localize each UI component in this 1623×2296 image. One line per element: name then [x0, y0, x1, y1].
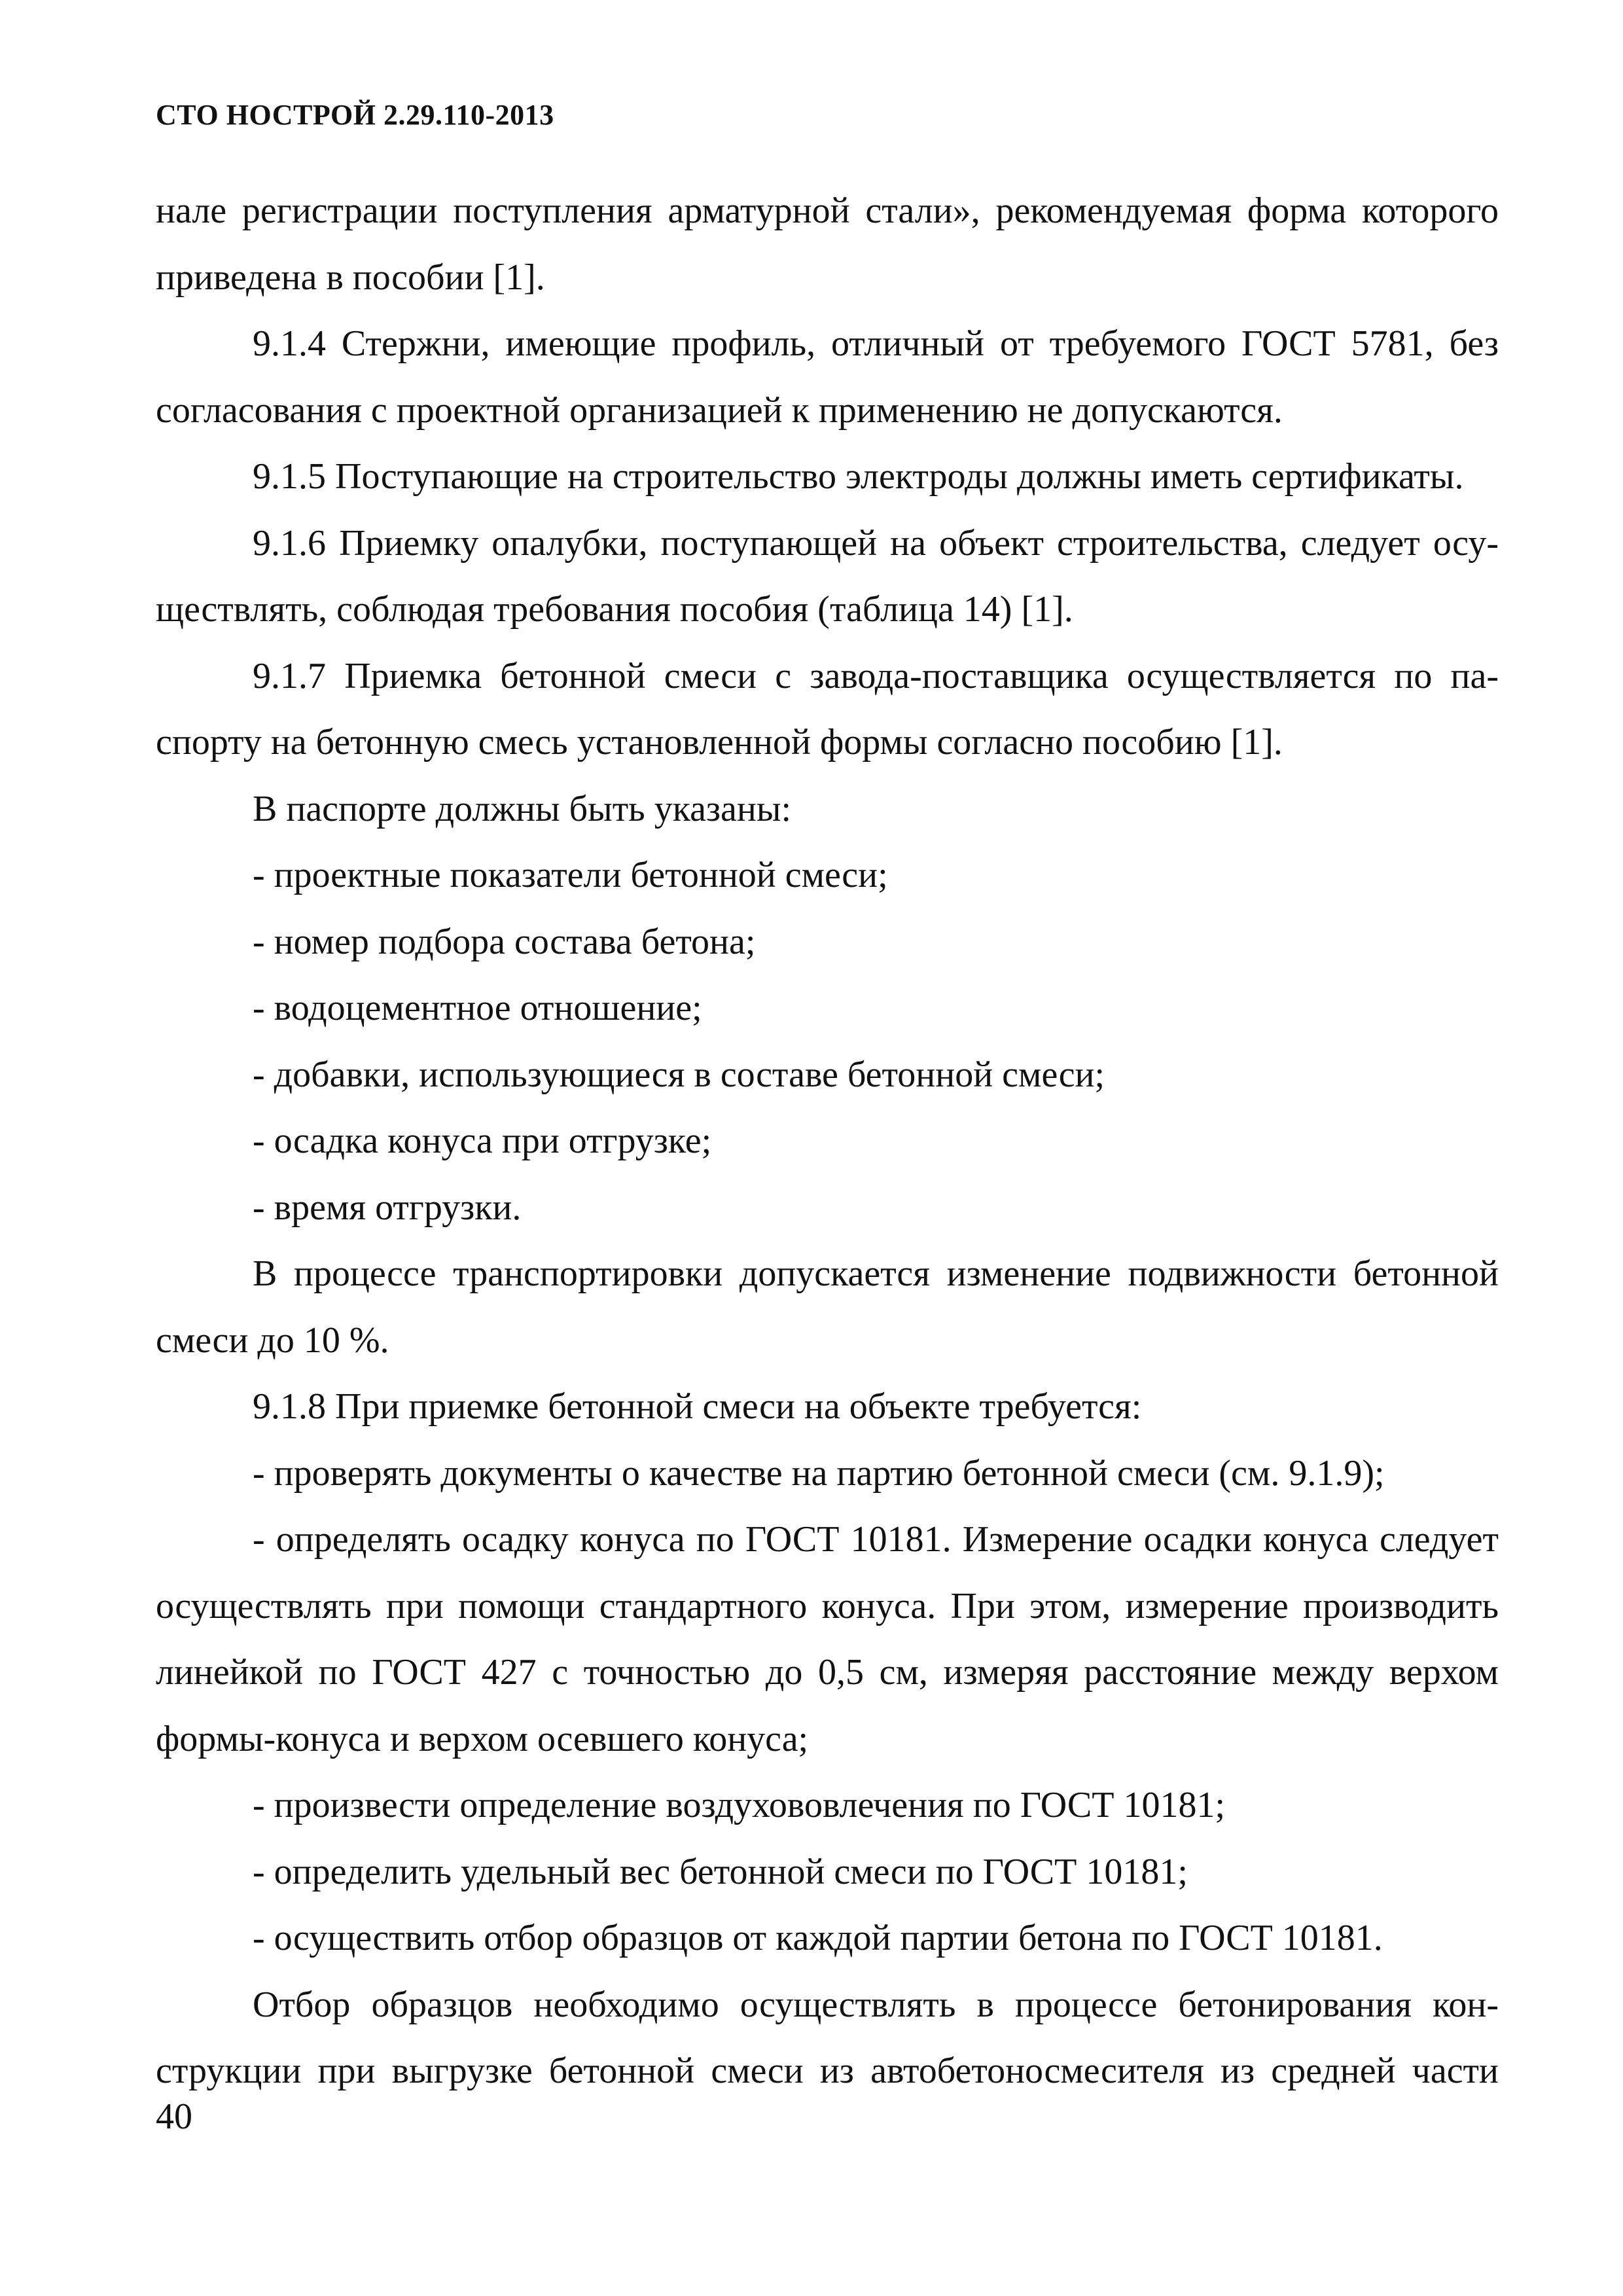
list-item: - определять осадку конуса по ГОСТ 10181. Измерение осадки конуса следует	[253, 1519, 1499, 1560]
page-number: 40	[156, 2096, 192, 2137]
clause-9-1-5: 9.1.5 Поступающие на строительство электроды должны иметь сертификаты.	[253, 456, 1464, 497]
list-item: - время отгрузки.	[253, 1187, 522, 1228]
list-item: - произвести определение воздухововлечения по ГОСТ 10181;	[253, 1785, 1225, 1825]
list-item: - добавки, использующиеся в составе бетонной смеси;	[253, 1054, 1105, 1095]
body-line: смеси до 10 %.	[156, 1319, 389, 1361]
body-line: нале регистрации поступления арматурной стали», рекомендуемая форма которого	[156, 190, 1499, 231]
list-item: - осадка конуса при отгрузке;	[253, 1121, 712, 1161]
list-item: - проверять документы о качестве на партию бетонной смеси (см. 9.1.9);	[253, 1452, 1385, 1494]
body-line: согласования с проектной организацией к применению не допускаются.	[156, 389, 1283, 431]
list-item: - осуществить отбор образцов от каждой партии бетона по ГОСТ 10181.	[253, 1918, 1383, 1958]
body-line: линейкой по ГОСТ 427 с точностью до 0,5 см, измеряя расстояние между верхом	[156, 1652, 1499, 1693]
clause-9-1-6: 9.1.6 Приемку опалубки, поступающей на объект строительства, следует осу-	[253, 522, 1499, 564]
body-line: струкции при выгрузке бетонной смеси из автобетоносмесителя из средней части	[156, 2051, 1499, 2091]
clause-9-1-4: 9.1.4 Стержни, имеющие профиль, отличный от требуемого ГОСТ 5781, без	[253, 323, 1499, 364]
body-line: В процессе транспортировки допускается изменение подвижности бетонной	[253, 1253, 1499, 1294]
clause-9-1-7: 9.1.7 Приемка бетонной смеси с завода-поставщика осуществляется по па-	[253, 655, 1499, 696]
body-line: приведена в пособии [1].	[156, 257, 545, 298]
list-item: - номер подбора состава бетона;	[253, 921, 756, 962]
body-line: формы-конуса и верхом осевшего конуса;	[156, 1718, 809, 1759]
body-line: осуществлять при помощи стандартного конуса. При этом, измерение производить	[156, 1585, 1499, 1626]
passport-intro: В паспорте должны быть указаны:	[253, 788, 792, 829]
list-item: - определить удельный вес бетонной смеси по ГОСТ 10181;	[253, 1851, 1188, 1892]
body-line: спорту на бетонную смесь установленной формы согласно пособию [1].	[156, 722, 1283, 762]
list-item: - проектные показатели бетонной смеси;	[253, 855, 888, 895]
clause-9-1-8: 9.1.8 При приемке бетонной смеси на объекте требуется:	[253, 1386, 1142, 1427]
list-item: - водоцементное отношение;	[253, 988, 702, 1028]
document-header-code: СТО НОСТРОЙ 2.29.110-2013	[156, 99, 554, 131]
body-line: ществлять, соблюдая требования пособия (таблица 14) [1].	[156, 589, 1073, 630]
document-body	[156, 178, 1499, 2105]
body-line: Отбор образцов необходимо осуществлять в процессе бетонирования кон-	[253, 1984, 1499, 2025]
